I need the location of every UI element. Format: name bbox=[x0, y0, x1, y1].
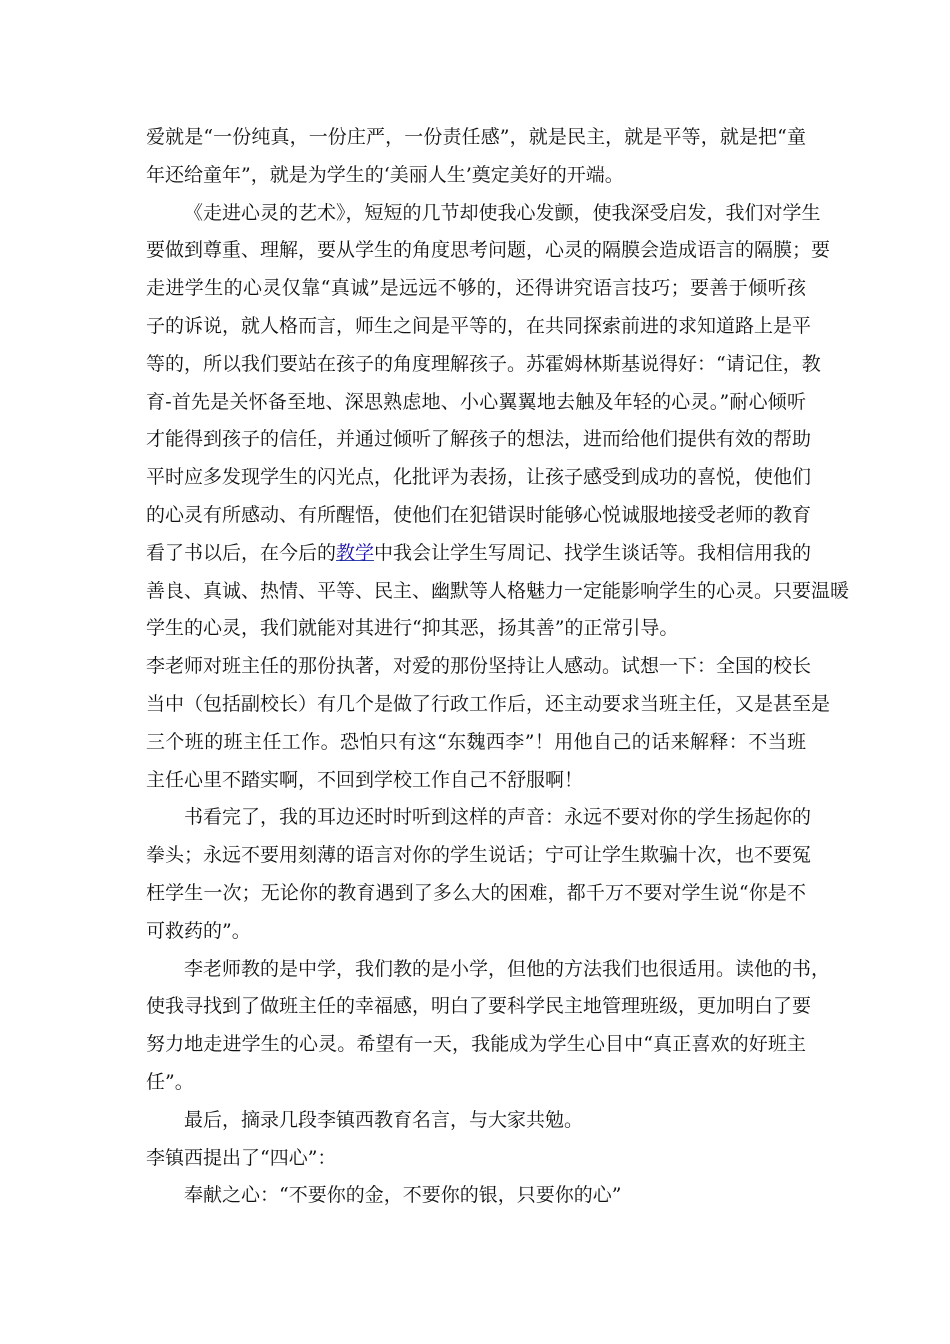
text-line: 可救药的”。 bbox=[146, 919, 251, 942]
text-line: 年还给童年”，就是为学生的‘美丽人生’奠定美好的开端。 bbox=[146, 163, 624, 186]
text-line: 李镇西提出了“四心”： bbox=[146, 1146, 337, 1169]
text-line: 等的，所以我们要站在孩子的角度理解孩子。苏霍姆林斯基说得好：“请记住，教 bbox=[146, 352, 821, 375]
text-line: 三个班的班主任工作。恐怕只有这“东魏西李”！用他自己的话来解释：不当班 bbox=[146, 730, 806, 753]
text-line: 当中（包括副校长）有几个是做了行政工作后，还主动要求当班主任，又是甚至是 bbox=[146, 692, 831, 715]
text-line: 子的诉说，就人格而言，师生之间是平等的，在共同探索前进的求知道路上是平 bbox=[146, 314, 812, 337]
document-body bbox=[146, 119, 850, 1215]
text-line: 最后，摘录几段李镇西教育名言，与大家共勉。 bbox=[184, 1108, 584, 1131]
text-line: 努力地走进学生的心灵。希望有一天，我能成为学生心目中“真正喜欢的好班主 bbox=[146, 1033, 806, 1056]
text-line: 李老师教的是中学，我们教的是小学，但他的方法我们也很适用。读他的书， bbox=[184, 957, 831, 980]
link-line-before: 看了书以后，在今后的 bbox=[146, 541, 337, 564]
text-line: 任”。 bbox=[146, 1070, 194, 1093]
link-line-after: 中我会让学生写周记、找学生谈话等。我相信用我的 bbox=[374, 541, 812, 564]
text-line: 主任心里不踏实啊，不回到学校工作自己不舒服啊！ bbox=[146, 768, 584, 791]
text-line: 平时应多发现学生的闪光点，化批评为表扬，让孩子感受到成功的喜悦，使他们 bbox=[146, 466, 812, 489]
text-line: 走进学生的心灵仅靠“真诚”是远远不够的，还得讲究语言技巧；要善于倾听孩 bbox=[146, 277, 806, 300]
text-line: 学生的心灵，我们就能对其进行“抑其恶，扬其善”的正常引导。 bbox=[146, 617, 679, 640]
text-line: 育-首先是关怀备至地、深思熟虑地、小心翼翼地去触及年轻的心灵。”耐心倾听 bbox=[146, 390, 806, 413]
text-line: 善良、真诚、热情、平等、民主、幽默等人格魅力一定能影响学生的心灵。只要温暖 bbox=[146, 579, 850, 602]
text-line: 的心灵有所感动、有所醒悟，使他们在犯错误时能够心悦诚服地接受老师的教育 bbox=[146, 503, 812, 526]
text-line: 使我寻找到了做班主任的幸福感，明白了要科学民主地管理班级，更加明白了要 bbox=[146, 995, 812, 1018]
text-line: 枉学生一次；无论你的教育遇到了多么大的困难，都千万不要对学生说“你是不 bbox=[146, 881, 806, 904]
text-line: 拳头；永远不要用刻薄的语言对你的学生说话；宁可让学生欺骗十次，也不要冤 bbox=[146, 844, 812, 867]
text-line: 奉献之心：“不要你的金，不要你的银，只要你的心” bbox=[184, 1184, 622, 1207]
text-line: 爱就是“一份纯真，一份庄严，一份责任感”，就是民主，就是平等，就是把“童 bbox=[146, 126, 806, 148]
text-line: 《走进心灵的艺术》，短短的几节却使我心发颤，使我深受启发，我们对学生 bbox=[184, 201, 821, 224]
text-line: 李老师对班主任的那份执著，对爱的那份坚持让人感动。试想一下：全国的校长 bbox=[146, 655, 812, 678]
text-line bbox=[146, 535, 812, 573]
text-line: 要做到尊重、理解，要从学生的角度思考问题，心灵的隔膜会造成语言的隔膜；要 bbox=[146, 239, 831, 262]
text-line: 才能得到孩子的信任，并通过倾听了解孩子的想法，进而给他们提供有效的帮助 bbox=[146, 428, 812, 451]
text-line: 书看完了，我的耳边还时时听到这样的声音：永远不要对你的学生扬起你的 bbox=[184, 806, 812, 829]
teaching-link[interactable]: 教学 bbox=[336, 541, 375, 564]
